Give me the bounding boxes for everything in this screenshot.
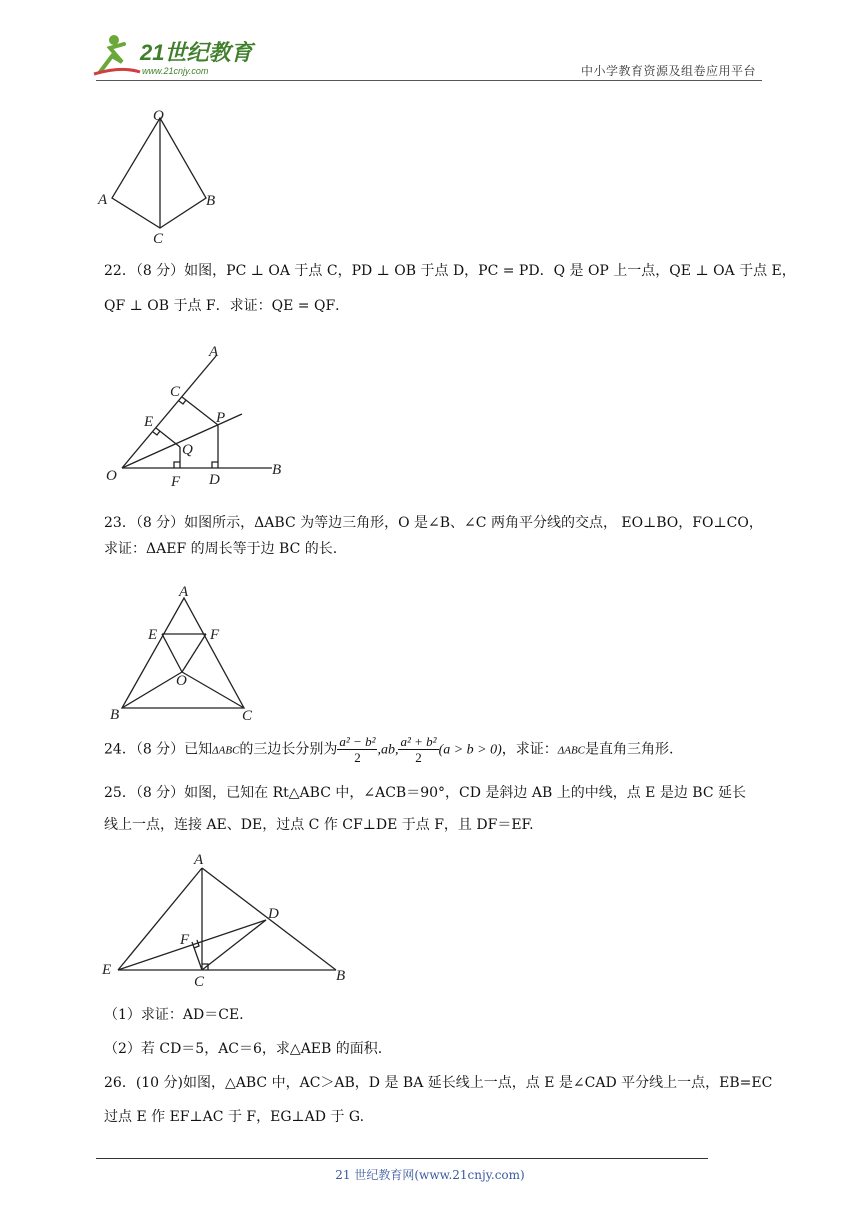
label-O: O — [106, 468, 117, 484]
label-D: D — [268, 906, 279, 922]
q22-line2: QF ⊥ OB 于点 F．求证：QE = QF． — [104, 298, 350, 314]
q24-suffix: ，求证： — [501, 741, 558, 758]
logo-text: 21世纪教育 — [140, 40, 253, 65]
q26-line1: 26．(10 分)如图，△ABC 中，AC＞AB，D 是 BA 延长线上一点，点 E 是∠CAD 平分线上一点，EB=EC — [104, 1075, 773, 1091]
q26-line2: 过点 E 作 EF⊥AC 于 F，EG⊥AD 于 G. — [104, 1109, 365, 1125]
label-E: E — [144, 414, 154, 430]
label-A: A — [194, 852, 204, 868]
segment-EO — [162, 634, 182, 672]
label-P: P — [216, 410, 226, 426]
segment-FO — [182, 634, 206, 672]
footer-link[interactable]: 21 世纪教育网(www.21cnjy.com) — [335, 1168, 525, 1182]
label-A: A — [179, 584, 189, 600]
label-O: O — [176, 673, 187, 689]
right-angle-D — [212, 462, 218, 468]
label-O: O — [153, 108, 164, 124]
footer-divider — [96, 1158, 708, 1159]
label-C: C — [153, 231, 164, 246]
label-A: A — [98, 192, 108, 208]
label-C: C — [242, 708, 253, 724]
label-F: F — [171, 474, 181, 490]
label-A: A — [209, 344, 219, 360]
label-D: D — [209, 472, 220, 488]
label-C: C — [194, 974, 205, 990]
q24-sep: ,ab, — [377, 742, 399, 758]
q24-condition: (a > b > 0) — [438, 742, 502, 758]
q24-triangle-2: ΔABC — [557, 744, 586, 757]
label-C: C — [170, 384, 181, 400]
kite-outline — [112, 118, 206, 228]
label-B: B — [336, 968, 346, 984]
label-B: B — [272, 462, 282, 478]
label-F: F — [210, 627, 220, 643]
right-angle-C — [179, 400, 186, 404]
triangle-ABC — [122, 598, 244, 708]
q25-sub1: （1）求证：AD＝CE. — [104, 1007, 244, 1023]
q22-line1: 22．（8 分）如图，PC ⊥ OA 于点 C，PD ⊥ OB 于点 D，PC = PD．Q 是 OP 上一点，QE ⊥ OA 于点 E， — [104, 263, 796, 279]
right-angle-E — [153, 431, 160, 435]
label-F: F — [180, 932, 190, 948]
site-logo[interactable] — [92, 32, 262, 78]
figure-25-right-triangle — [98, 850, 354, 990]
q24-mid: 的三边长分别为 — [239, 741, 338, 758]
q23-line2: 求证：ΔAEF 的周长等于边 BC 的长. — [104, 541, 338, 557]
figure-22-angle-bisector — [100, 340, 300, 490]
q24-fraction-1: $\frac{\text{a² − b²}}{2}$ — [339, 734, 376, 765]
figure-21-kite — [94, 104, 224, 246]
q24-prefix: 24．（8 分）已知 — [104, 741, 213, 758]
label-B: B — [110, 707, 120, 723]
label-Q: Q — [182, 442, 193, 458]
segment-ED — [118, 920, 266, 970]
q24-line — [104, 734, 673, 765]
q23-line1: 23．（8 分）如图所示，ΔABC 为等边三角形，O 是∠B、∠C 两角平分线的交点， EO⊥BO，FO⊥CO， — [104, 515, 763, 531]
segment-CP — [182, 397, 218, 425]
logo-url: www.21cnjy.com — [142, 66, 209, 76]
figure-23-equilateral — [106, 582, 266, 724]
label-E: E — [102, 962, 112, 978]
label-B: B — [206, 193, 216, 209]
segment-CD — [202, 920, 266, 970]
runner-logo-icon — [92, 32, 262, 78]
q24-end: 是直角三角形. — [585, 741, 674, 758]
header-divider — [96, 80, 762, 81]
q25-line1: 25．（8 分）如图，已知在 Rt△ABC 中，∠ACB＝90°，CD 是斜边 AB 上的中线，点 E 是边 BC 延长 — [104, 785, 746, 801]
q25-sub2: （2）若 CD＝5，AC＝6，求△AEB 的面积. — [104, 1041, 383, 1057]
label-E: E — [148, 627, 158, 643]
q25-line2: 线上一点，连接 AE、DE，过点 C 作 CF⊥DE 于点 F，且 DF＝EF. — [104, 817, 534, 833]
segment-BO — [122, 672, 182, 708]
q24-fraction-2: $\frac{\text{a² + b²}}{2}$ — [400, 734, 437, 765]
segment-AE — [118, 868, 202, 970]
right-angle-F — [174, 462, 180, 468]
header-platform-text: 中小学教育资源及组卷应用平台 — [580, 64, 756, 78]
q24-triangle: ΔABC — [212, 744, 240, 757]
